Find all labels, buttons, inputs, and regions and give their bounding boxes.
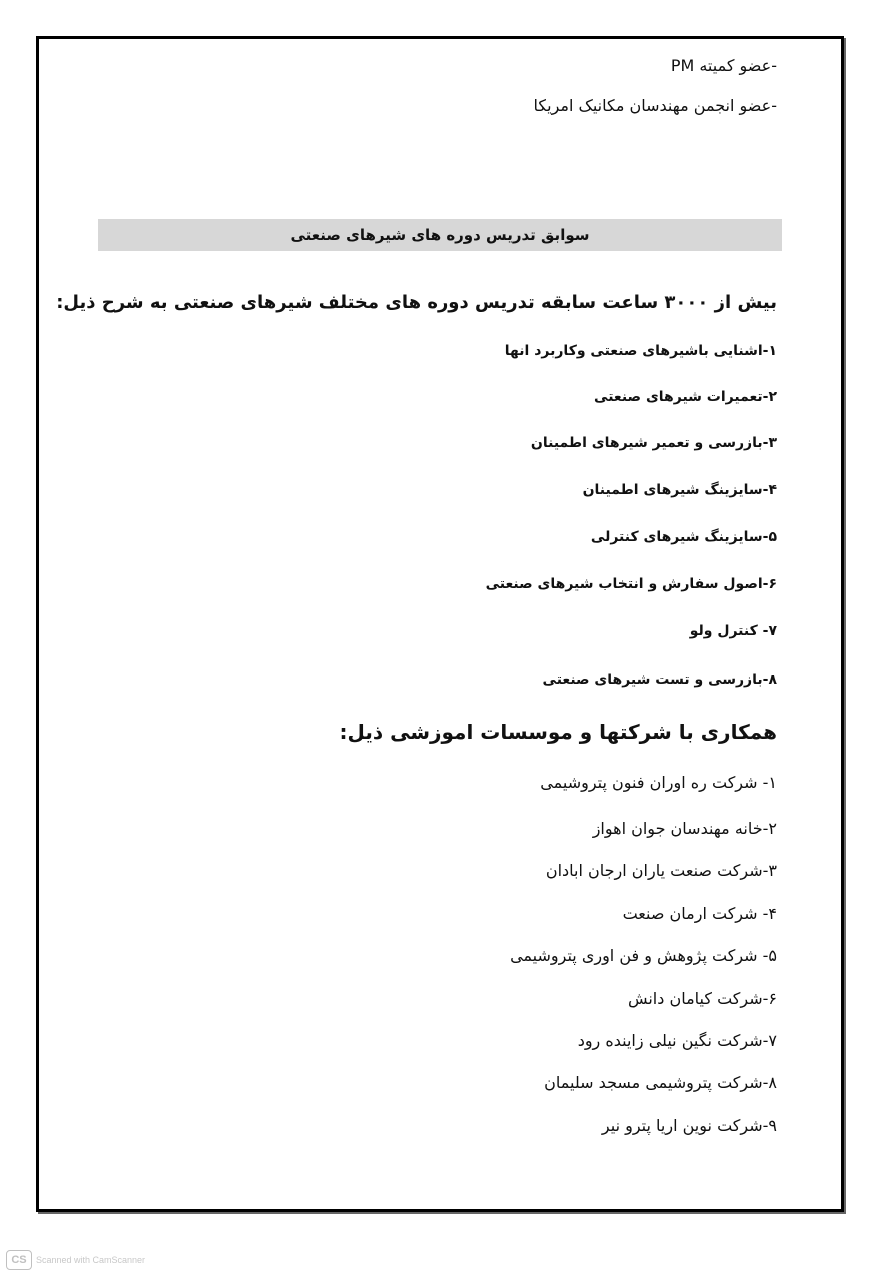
- camscanner-text: Scanned with CamScanner: [36, 1255, 146, 1265]
- course-item: ۶-اصول سفارش و انتخاب شیرهای صنعتی: [485, 576, 777, 592]
- company-item: ۴- شرکت ارمان صنعت: [622, 904, 777, 923]
- company-item: ۳-شرکت صنعت یاران ارجان ابادان: [545, 861, 777, 880]
- membership-item: -عضو کمیته PM: [670, 56, 777, 75]
- company-item: ۲-خانه مهندسان جوان اهواز: [592, 819, 777, 838]
- companies-heading: همکاری با شرکتها و موسسات اموزشی ذیل:: [339, 720, 777, 744]
- company-item: ۵- شرکت پژوهش و فن اوری پتروشیمی: [510, 946, 777, 965]
- company-item: ۱- شرکت ره اوران فنون پتروشیمی: [540, 773, 777, 792]
- camscanner-logo-icon: CS: [6, 1250, 32, 1270]
- course-item: ۴-سایزینگ شیرهای اطمینان: [582, 482, 777, 498]
- company-item: ۷-شرکت نگین نیلی زاینده رود: [577, 1031, 777, 1050]
- section-title-bar: [98, 219, 782, 251]
- company-item: ۸-شرکت پتروشیمی مسجد سلیمان: [544, 1073, 777, 1092]
- course-item: ۸-بازرسی و تست شیرهای صنعتی: [542, 672, 777, 688]
- company-item: ۶-شرکت کیامان دانش: [627, 989, 777, 1008]
- course-item: ۷- کنترل ولو: [689, 623, 777, 639]
- course-item: ۲-تعمیرات شیرهای صنعتی: [594, 389, 777, 405]
- membership-item: -عضو انجمن مهندسان مکانیک امریکا: [533, 96, 777, 115]
- section-title: سوابق تدریس دوره های شیرهای صنعتی: [290, 226, 590, 244]
- course-item: ۳-بازرسی و تعمیر شیرهای اطمینان: [530, 435, 777, 451]
- course-item: ۵-سایزینگ شیرهای کنترلی: [590, 529, 777, 545]
- company-item: ۹-شرکت نوین اریا پترو نیر: [601, 1116, 777, 1135]
- camscanner-watermark: [6, 1250, 145, 1270]
- intro-text: بیش از ۳۰۰۰ ساعت سابقه تدریس دوره های مختلف شیرهای صنعتی به شرح ذیل:: [56, 292, 777, 313]
- course-item: ۱-اشنایی باشیرهای صنعتی وکاربرد انها: [504, 343, 777, 359]
